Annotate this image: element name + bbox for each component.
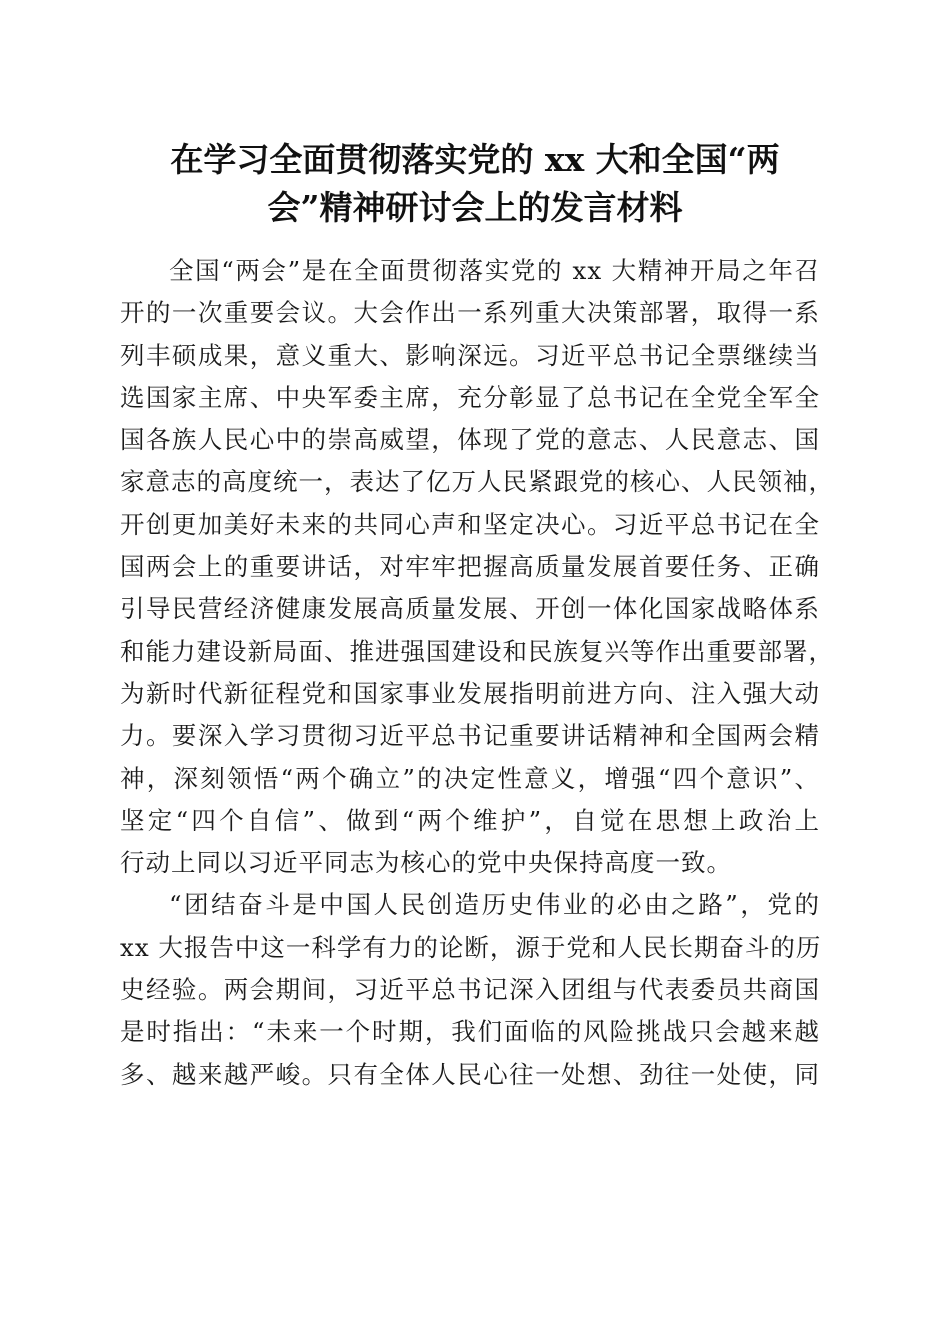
paragraph-2 [120,884,820,1095]
document-title [120,136,830,232]
text-line: 史经验。两会期间，习近平总书记深入团组与代表委员共商国 [120,975,820,1005]
text-line: 国两会上的重要讲话，对牢牢把握高质量发展首要任务、正确 [120,552,820,582]
text-line: xx 大报告中这一科学有力的论断，源于党和人民长期奋斗的历 [120,932,822,962]
text-line: 引导民营经济健康发展高质量发展、开创一体化国家战略体系 [120,594,820,624]
text-line: 选国家主席、中央军委主席，充分彰显了总书记在全党全军全 [120,382,820,412]
text-line: 开创更加美好未来的共同心声和坚定决心。习近平总书记在全 [120,509,820,539]
text-line: 多、越来越严峻。只有全体人民心往一处想、劲往一处使，同 [120,1059,820,1089]
paragraph-1 [120,250,834,884]
text-line: 和能力建设新局面、推进强国建设和民族复兴等作出重要部署， [120,636,834,666]
text-line: 力。要深入学习贯彻习近平总书记重要讲话精神和全国两会精 [120,721,820,751]
title-line-1: 在学习全面贯彻落实党的 xx 大和全国“两 [170,140,780,179]
text-line: 行动上同以习近平同志为核心的党中央保持高度一致。 [120,848,732,878]
document-body [120,250,834,1096]
text-line: 家意志的高度统一，表达了亿万人民紧跟党的核心、人民领袖， [120,467,834,497]
text-line: 列丰硕成果，意义重大、影响深远。习近平总书记全票继续当 [120,340,820,370]
title-line-2: 会”精神研讨会上的发言材料 [267,188,683,227]
text-line: 神，深刻领悟“两个确立”的决定性意义，增强“四个意识”、 [120,763,820,793]
text-line: 开的一次重要会议。大会作出一系列重大决策部署，取得一系 [120,298,820,328]
text-line: 是时指出：“未来一个时期，我们面临的风险挑战只会越来越 [120,1017,820,1047]
text-line: 全国“两会”是在全面贯彻落实党的 xx 大精神开局之年召 [169,256,820,285]
text-line: 坚定“四个自信”、做到“两个维护”，自觉在思想上政治上 [120,805,820,835]
text-line: “团结奋斗是中国人民创造历史伟业的必由之路”，党的 [169,890,820,920]
text-line: 国各族人民心中的崇高威望，体现了党的意志、人民意志、国 [120,425,820,455]
text-line: 为新时代新征程党和国家事业发展指明前进方向、注入强大动 [120,678,820,708]
